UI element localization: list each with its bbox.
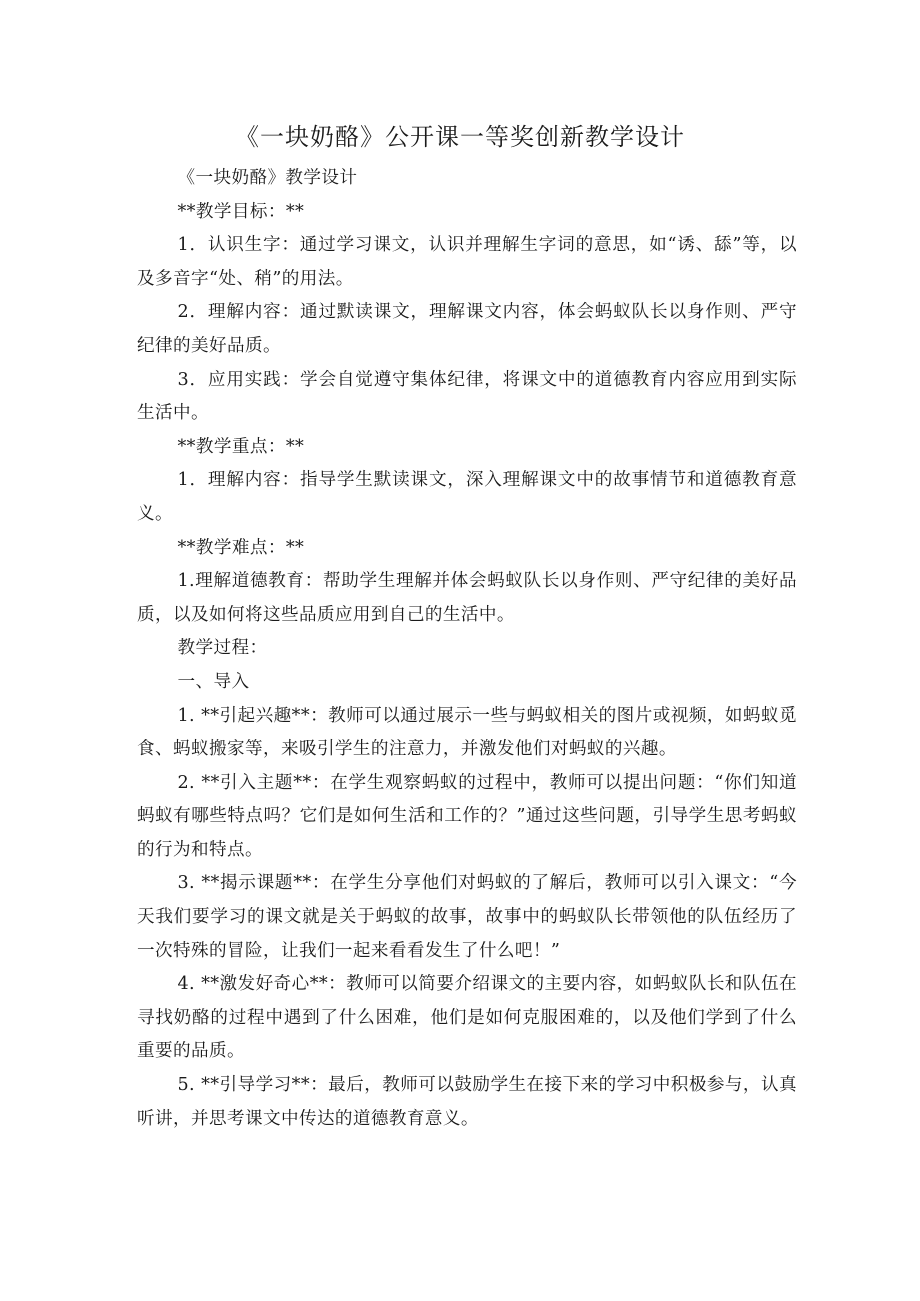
intro-step-4: 4. **激发好奇心**：教师可以简要介绍课文的主要内容，如蚂蚁队长和队伍在寻找奶酪的过程中遇到了什么困难，他们是如何克服困难的，以及他们学到了什么重要的品质。 bbox=[137, 974, 797, 1062]
section-heading-intro: 一、导入 bbox=[177, 671, 250, 692]
key-points-heading: **教学重点：** bbox=[177, 436, 305, 457]
objective-item-1: 1．认识生字：通过学习课文，认识并理解生字词的意思，如“诱、舔”等，以及多音字“处、稍”的用法。 bbox=[137, 235, 797, 289]
document-title: 《一块奶酪》公开课一等奖创新教学设计 bbox=[235, 123, 685, 151]
difficulty-item-1: 1.理解道德教育：帮助学生理解并体会蚂蚁队长以身作则、严守纪律的美好品质，以及如何将这些品质应用到自己的生活中。 bbox=[137, 571, 797, 625]
objective-item-3: 3．应用实践：学会自觉遵守集体纪律，将课文中的道德教育内容应用到实际生活中。 bbox=[137, 369, 797, 424]
intro-step-1: 1. **引起兴趣**：教师可以通过展示一些与蚂蚁相关的图片或视频，如蚂蚁觅食、蚂蚁搬家等，来吸引学生的注意力，并激发他们对蚂蚁的兴趣。 bbox=[137, 705, 797, 760]
intro-step-5: 5. **引导学习**：最后，教师可以鼓励学生在接下来的学习中积极参与，认真听讲，并思考课文中传达的道德教育意义。 bbox=[137, 1075, 797, 1129]
intro-step-3: 3. **揭示课题**：在学生分享他们对蚂蚁的了解后，教师可以引入课文：“今天我们要学习的课文就是关于蚂蚁的故事，故事中的蚂蚁队长带领他的队伍经历了一次特殊的冒险，让我们一起来看看发生了什么吧！” bbox=[137, 873, 797, 961]
document-body bbox=[137, 162, 797, 1136]
objectives-heading: **教学目标：** bbox=[177, 201, 305, 222]
key-point-item-1: 1．理解内容：指导学生默读课文，深入理解课文中的故事情节和道德教育意义。 bbox=[137, 470, 797, 524]
intro-step-2: 2. **引入主题**：在学生观察蚂蚁的过程中，教师可以提出问题：“你们知道蚂蚁有哪些特点吗？它们是如何生活和工作的？”通过这些问题，引导学生思考蚂蚁的行为和特点。 bbox=[137, 772, 797, 860]
subtitle-paragraph: 《一块奶酪》教学设计 bbox=[177, 168, 358, 188]
difficulties-heading: **教学难点：** bbox=[177, 537, 305, 558]
objective-item-2: 2．理解内容：通过默读课文，理解课文内容，体会蚂蚁队长以身作则、严守纪律的美好品质。 bbox=[137, 302, 797, 356]
process-heading: 教学过程： bbox=[177, 638, 268, 659]
